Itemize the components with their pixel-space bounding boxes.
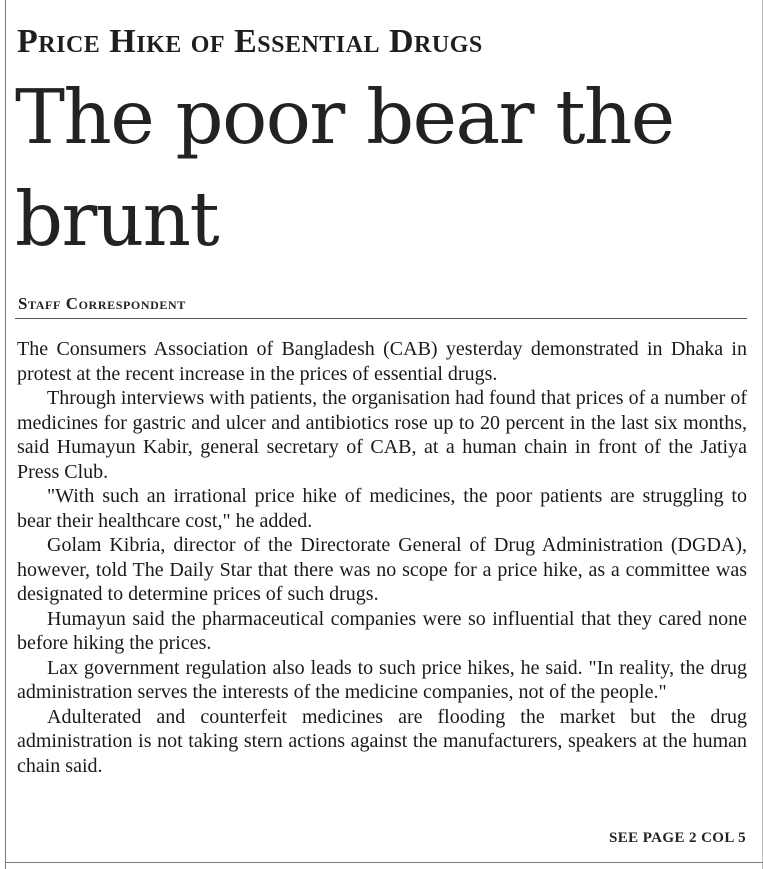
bottom-rule	[5, 862, 763, 863]
byline-divider	[15, 318, 747, 319]
article-paragraph: Humayun said the pharmaceutical companies were so influential that they cared none before hiking the prices.	[17, 607, 747, 654]
article-paragraph: The Consumers Association of Bangladesh (CAB) yesterday demonstrated in Dhaka in protest at the recent increase in the prices of essential drugs.	[17, 338, 747, 385]
left-column-rule	[5, 0, 6, 869]
article-kicker: Price Hike of Essential Drugs	[17, 23, 483, 60]
article-byline: Staff Correspondent	[18, 294, 186, 313]
article-paragraph: Golam Kibria, director of the Directorate General of Drug Administration (DGDA), however, told The Daily Star that there was no scope for a price hike, as a committee was designated to determine prices of such drugs.	[17, 534, 747, 605]
article-paragraph: Lax government regulation also leads to such price hikes, he said. "In reality, the drug administration serves the interests of the medicine companies, not of the people."	[17, 656, 747, 703]
article-paragraph: "With such an irrational price hike of medicines, the poor patients are struggling to bear their healthcare cost," he added.	[17, 485, 747, 532]
continuation-line: SEE PAGE 2 COL 5	[609, 830, 746, 846]
article-paragraph: Adulterated and counterfeit medicines are flooding the market but the drug administration is not taking stern actions against the manufacturers, speakers at the human chain said.	[17, 705, 747, 777]
article-paragraph: Through interviews with patients, the organisation had found that prices of a number of medicines for gastric and ulcer and antibiotics rose up to 20 percent in the last six months, said Humayun Kabir, general secretary of CAB, at a human chain in front of the Jatiya Press Club.	[17, 387, 747, 483]
article-headline: The poor bear the brunt	[15, 73, 674, 263]
article-body	[17, 337, 747, 778]
